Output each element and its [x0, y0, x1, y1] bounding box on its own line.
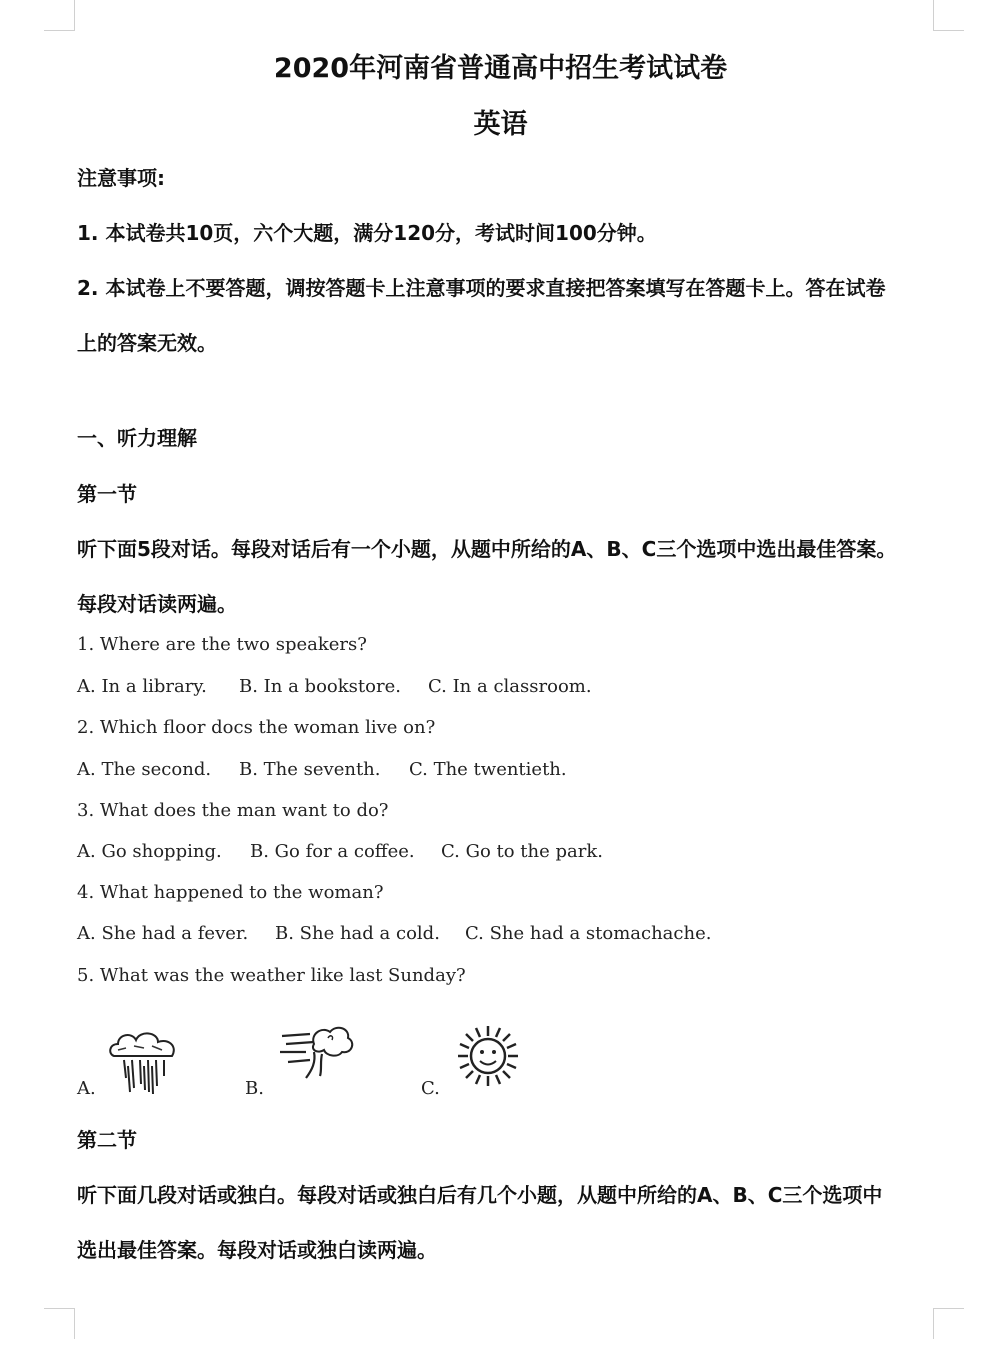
crop-mark-top-right: [933, 0, 964, 31]
q1-option-b: B. In a bookstore.: [239, 676, 401, 697]
notice-item-2-line-2: 上的答案无效。: [77, 331, 217, 355]
q2-option-b: B. The seventh.: [239, 759, 381, 780]
q5-option-a: A.: [77, 1078, 96, 1099]
q4-option-b: B. She had a cold.: [275, 923, 440, 944]
q3-option-c: C. Go to the park.: [441, 841, 603, 862]
q2-option-c: C. The twentieth.: [409, 759, 567, 780]
notice-item-2-line-1: 2. 本试卷上不要答题，调按答题卡上注意事项的要求直接把答案填写在答题卡上。答在试卷: [77, 276, 886, 300]
question-3: 3. What does the man want to do?: [77, 800, 389, 821]
rain-cloud-icon: [106, 1026, 182, 1096]
question-4: 4. What happened to the woman?: [77, 882, 384, 903]
q4-option-a: A. She had a fever.: [77, 923, 249, 944]
section-1-heading: 第一节: [77, 482, 137, 506]
question-5: 5. What was the weather like last Sunday?: [77, 965, 466, 986]
q2-option-a: A. The second.: [77, 759, 212, 780]
notice-heading: 注意事项:: [77, 166, 165, 190]
crop-mark-top-left: [44, 0, 75, 31]
windy-cloud-icon: [280, 1022, 356, 1082]
section-1-instruction-line-2: 每段对话读两遍。: [77, 592, 237, 616]
exam-title: 2020年河南省普通高中招生考试试卷: [273, 53, 728, 84]
q4-option-c: C. She had a stomachache.: [465, 923, 712, 944]
section-2-instruction-line-1: 听下面几段对话或独白。每段对话或独白后有几个小题，从题中所给的A、B、C三个选项中: [77, 1183, 883, 1207]
q3-option-b: B. Go for a coffee.: [250, 841, 415, 862]
question-2: 2. Which floor docs the woman live on?: [77, 717, 436, 738]
part-heading: 一、听力理解: [77, 426, 197, 450]
q5-option-c: C.: [421, 1078, 440, 1099]
section-2-instruction-line-2: 选出最佳答案。每段对话或独白读两遍。: [77, 1238, 437, 1262]
q1-option-a: A. In a library.: [77, 676, 207, 697]
q5-option-b: B.: [245, 1078, 264, 1099]
subject-title: 英语: [473, 109, 528, 140]
question-1: 1. Where are the two speakers?: [77, 634, 367, 655]
sun-icon: [456, 1024, 520, 1088]
crop-mark-bottom-right: [933, 1308, 964, 1339]
q3-option-a: A. Go shopping.: [77, 841, 222, 862]
section-1-instruction-line-1: 听下面5段对话。每段对话后有一个小题，从题中所给的A、B、C三个选项中选出最佳答案。: [77, 537, 897, 561]
q1-option-c: C. In a classroom.: [428, 676, 592, 697]
section-2-heading: 第二节: [77, 1128, 137, 1152]
crop-mark-bottom-left: [44, 1308, 75, 1339]
notice-item-1: 1. 本试卷共10页，六个大题，满分120分，考试时间100分钟。: [77, 221, 657, 245]
